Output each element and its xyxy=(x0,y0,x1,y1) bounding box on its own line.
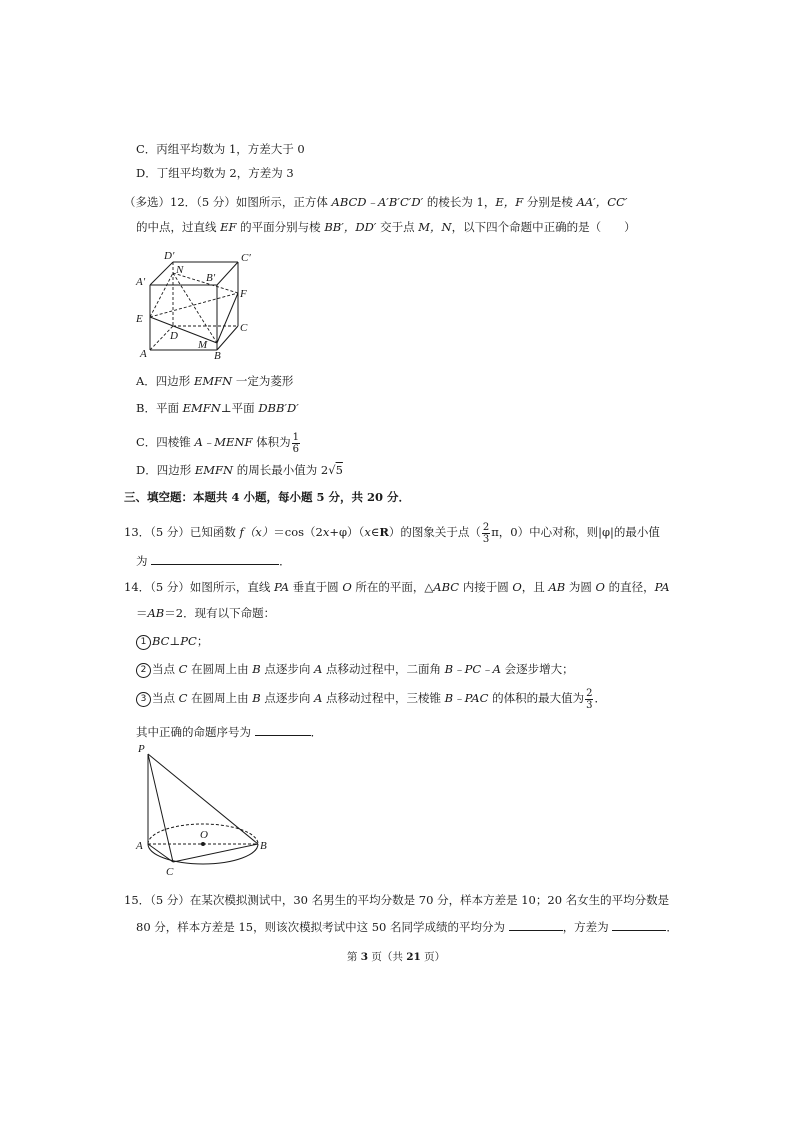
q12-stem-line2: 的中点，过直线 EF 的平面分别与棱 BB′，DD′ 交于点 M，N，以下四个命题中正确的是（ ） xyxy=(136,220,636,234)
label-n: N xyxy=(176,264,184,276)
q13-answer-blank[interactable] xyxy=(151,552,279,565)
label-a-prime: A′ xyxy=(136,276,146,288)
label-c-prime: C′ xyxy=(241,252,251,264)
label-m: M xyxy=(198,339,208,351)
q12-option-d: D．四边形 EMFN 的周长最小值为 2√5 xyxy=(136,463,343,477)
q15-mean-blank[interactable] xyxy=(509,918,563,931)
q13-stem-line2: 为 ． xyxy=(136,554,291,568)
q14-conclusion: 其中正确的命题序号为 ． xyxy=(136,725,323,739)
label-b: B xyxy=(260,840,267,852)
cube-figure xyxy=(130,245,260,365)
q12-option-c: C．四棱锥 A﹣MENF 体积为 $\frac{1}{6}$ xyxy=(136,431,300,455)
section-3-heading: 三、填空题：本题共 4 小题，每小题 5 分，共 20 分． xyxy=(124,490,411,504)
label-d-prime: D′ xyxy=(164,250,175,262)
q14-answer-blank[interactable] xyxy=(255,723,311,736)
label-d: D xyxy=(170,330,178,342)
q12-option-b: B．平面 EMFN⊥平面 DBB′D′ xyxy=(136,401,299,415)
page-footer: 第 3 页（共 21 页） xyxy=(346,951,446,963)
q11-option-c: C．丙组平均数为 1，方差大于 0 xyxy=(136,142,305,156)
q15-variance-blank[interactable] xyxy=(612,918,666,931)
label-o: O xyxy=(200,829,208,841)
label-f: F xyxy=(240,288,247,300)
q13-stem-line1: 13．（5 分）已知函数 f（x）＝cos（2x+φ）（x∈R）的图象关于点（ $\frac{2}{3}$ π，0）中心对称，则|φ|的最小值 xyxy=(124,521,660,545)
q12-option-a: A．四边形 EMFN 一定为菱形 xyxy=(136,374,294,388)
label-a: A xyxy=(136,840,143,852)
q14-item-3: 3 当点 C 在圆周上由 B 点逐步向 A 点移动过程中，三棱锥 B﹣PAC 的体积的最大值为 $\frac{2}{3}$ ． xyxy=(136,684,606,712)
label-e: E xyxy=(136,313,143,325)
label-b-prime: B′ xyxy=(206,272,216,284)
q14-item-2: 2 当点 C 在圆周上由 B 点逐步向 A 点移动过程中，二面角 B﹣PC﹣A 会逐步增大； xyxy=(136,661,574,678)
q15-stem-line2: 80 分，样本方差是 15，则该次模拟考试中这 50 名同学成绩的平均分为 ，方差为 ． xyxy=(136,920,678,934)
fraction-two-thirds-volume: $\frac{2}{3}$ xyxy=(586,687,593,711)
label-a: A xyxy=(140,348,147,360)
q15-stem-line1: 15．（5 分）在某次模拟测试中，30 名男生的平均分数是 70 分，样本方差是 10；20 名女生的平均分数是 xyxy=(124,893,670,907)
label-p: P xyxy=(138,743,145,755)
fraction-two-thirds: $\frac{2}{3}$ xyxy=(482,521,490,545)
label-c: C xyxy=(240,322,248,334)
circled-number-3: 3 xyxy=(136,692,151,707)
fraction-one-sixth: $\frac{1}{6}$ xyxy=(292,431,300,455)
q11-option-d: D．丁组平均数为 2，方差为 3 xyxy=(136,166,294,180)
q12-stem-line1: （多选）12．（5 分）如图所示，正方体 ABCD﹣A′B′C′D′ 的棱长为 1，E，F 分别是棱 AA′，CC′ xyxy=(124,195,628,209)
q14-item-1: 1 BC⊥PC； xyxy=(136,633,208,650)
label-b: B xyxy=(214,350,221,362)
q14-stem-line1: 14．（5 分）如图所示，直线 PA 垂直于圆 O 所在的平面，△ABC 内接于圆 O，且 AB 为圆 O 的直径，PA xyxy=(124,580,670,594)
circled-number-1: 1 xyxy=(136,635,151,650)
circled-number-2: 2 xyxy=(136,663,151,678)
q14-stem-line2: ＝AB＝2．现有以下命题： xyxy=(136,606,276,620)
label-c: C xyxy=(166,866,174,878)
sqrt-sign: √ xyxy=(328,463,336,477)
cone-figure xyxy=(130,738,275,878)
